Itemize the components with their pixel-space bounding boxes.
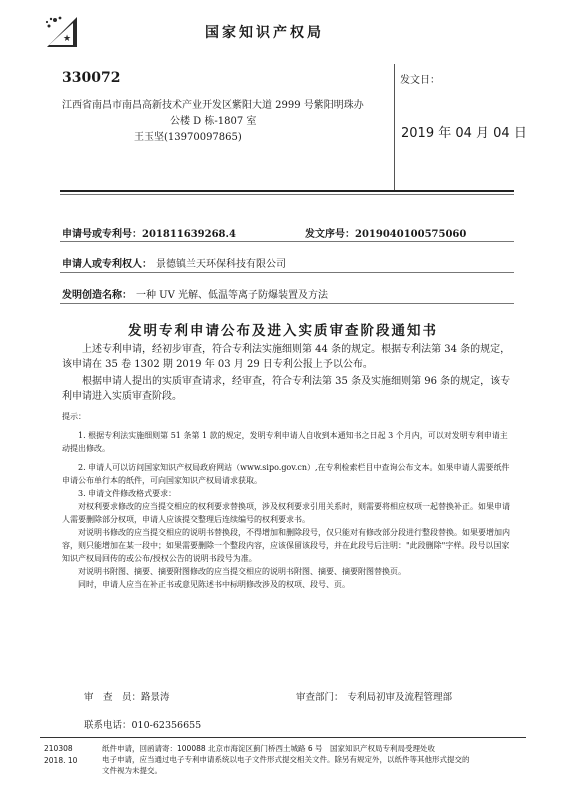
- hint-item-3d: 同时，申请人应当在补正书或意见陈述书中标明修改涉及的权项、段号、页。: [78, 580, 350, 589]
- application-number: [62, 225, 236, 240]
- rule-1: [60, 241, 514, 242]
- application-number-value: 201811639268.4: [142, 229, 236, 240]
- rule-top-thin: [60, 194, 514, 195]
- send-date-value: 2019 年 04 月 04 日: [401, 126, 527, 141]
- hints-section: [62, 410, 514, 591]
- rule-2: [60, 272, 514, 273]
- applicant: [62, 255, 286, 270]
- serial-number-value: 2019040100575060: [355, 229, 467, 240]
- rule-top: [60, 190, 514, 192]
- hint-item-1: 1. 根据专利法实施细则第 51 条第 1 款的规定，发明专利申请人自收到本通知书之日起 3 个月内，可以对发明专利申请主动提出修改。: [62, 431, 508, 453]
- examination-department: [296, 689, 452, 703]
- office-name: 国家知识产权局: [205, 25, 324, 41]
- applicant-value: 景德镇兰天环保科技有限公司: [156, 259, 286, 270]
- hint-item-3: 3. 申请文件修改格式要求：: [78, 489, 177, 498]
- footer-notes: [102, 743, 522, 776]
- header-divider: [394, 64, 395, 190]
- recipient-address: [62, 98, 392, 146]
- address-line-1: 江西省南昌市南昌高新技术产业开发区紫阳大道 2999 号紫阳明珠办: [62, 100, 364, 111]
- examiner-value: 路景涛: [141, 692, 170, 703]
- cnipa-logo-icon: [43, 14, 81, 50]
- footer-line-3: 文件视为未提交。: [102, 766, 162, 775]
- hint-item-2: 2. 申请人可以访问国家知识产权局政府网站（www.sipo.gov.cn）,在专利检索栏目中查询公布文本。如果申请人需要纸件申请公布单行本的纸件，可向国家知识产权局请求获取。: [62, 463, 510, 485]
- send-date-label: 发文日：: [400, 75, 440, 86]
- application-number-label: 申请号或专利号：: [62, 229, 142, 240]
- recipient-name-phone: 王玉坚(13970097865): [134, 132, 242, 143]
- invention-label: 发明创造名称：: [62, 290, 132, 301]
- postcode: 330072: [62, 70, 121, 86]
- department-value: 专利局初审及流程管理部: [347, 692, 453, 703]
- hint-item-3b: 对说明书修改的应当提交相应的说明书替换段，不得增加和删除段号，仅只能对有修改部分段进行整段替换。如果要增加内容，则只能增加在某一段中；如果需要删除一个整段内容，应该保留该段号，并在此段号后注明："此段删除"字样。段号以国家知识产权局回传的或公布/授权公告的说明书段号为准。: [62, 528, 510, 563]
- examiner-label: 审 查 员：: [84, 692, 142, 703]
- department-label: 审查部门：: [296, 692, 344, 703]
- serial-number: [305, 225, 466, 240]
- phone-label: 联系电话：: [84, 720, 132, 731]
- invention-value: 一种 UV 光解、低温等离子防爆装置及方法: [136, 290, 329, 301]
- notice-paragraph-1: 上述专利申请，经初步审查，符合专利法实施细则第 44 条的规定。根据专利法第 34 条的规定，该申请在 35 卷 1302 期 2019 年 03 月 29 日专利公报上予以公布。: [62, 344, 511, 370]
- svg-text:★: ★: [63, 34, 72, 44]
- rule-3: [60, 303, 514, 304]
- applicant-label: 申请人或专利权人：: [62, 259, 152, 270]
- serial-number-label: 发文序号：: [305, 229, 355, 240]
- invention-name: [62, 286, 328, 301]
- hints-heading: 提示：: [62, 412, 86, 421]
- footer-line-1: 纸件申请，回函请寄：100088 北京市海淀区蓟门桥西土城路 6 号 国家知识产权局专利局受理处收: [102, 744, 436, 753]
- form-code: 210308: [44, 744, 73, 753]
- form-version: 2018. 10: [44, 756, 78, 765]
- contact-phone: [84, 717, 201, 731]
- hint-item-3c: 对说明书附图、摘要、摘要附图修改的应当提交相应的说明书附图、摘要、摘要附图替换页。: [78, 567, 406, 576]
- examiner: [84, 689, 170, 703]
- address-line-2: 公楼 D 栋-1807 室: [170, 116, 257, 127]
- footer-rule: [40, 737, 526, 738]
- phone-value: 010-62356655: [131, 720, 202, 731]
- notice-title: 发明专利申请公布及进入实质审查阶段通知书: [128, 323, 438, 339]
- hint-item-3a: 对权利要求修改的应当提交相应的权利要求替换项，涉及权利要求引用关系时，则需要将相应权项一起替换补正。如果申请人需要删除部分权项，申请人应该提交整理后连续编号的权利要求书。: [62, 502, 510, 524]
- footer-line-2: 电子申请，应当通过电子专利申请系统以电子文件形式提交相关文件。除另有规定外，以纸件等其他形式提交的: [102, 755, 470, 764]
- notice-paragraph-2: 根据申请人提出的实质审查请求，经审查，符合专利法第 35 条及实施细则第 96 条的规定，该专利申请进入实质审查阶段。: [62, 376, 511, 402]
